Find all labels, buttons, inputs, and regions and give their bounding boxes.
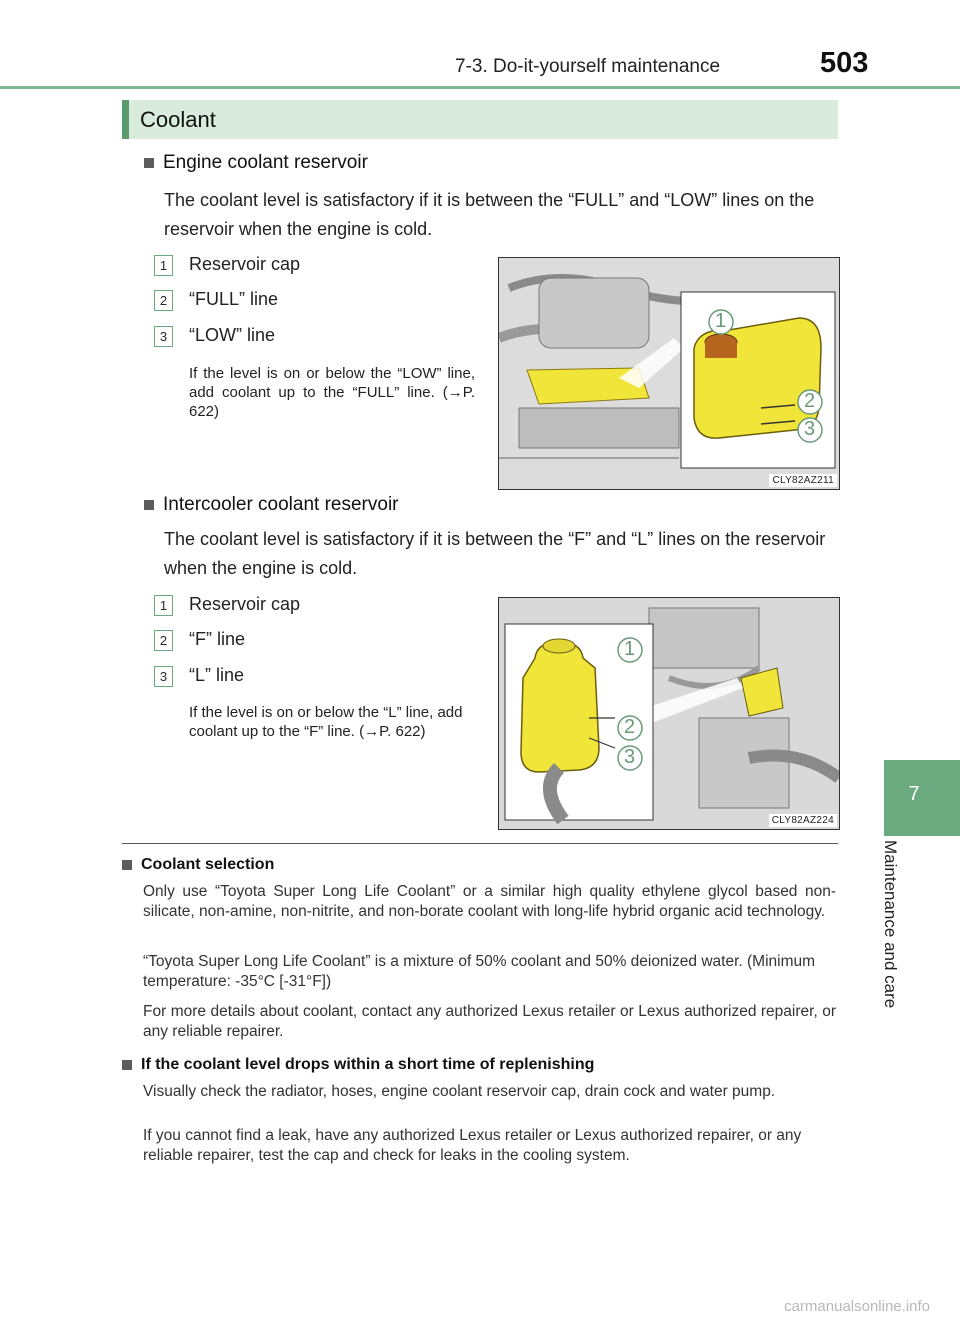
item-label: “FULL” line bbox=[189, 289, 279, 309]
watermark: carmanualsonline.info bbox=[784, 1298, 930, 1315]
figure-id: CLY82AZ211 bbox=[769, 474, 837, 487]
item-label: “F” line bbox=[189, 629, 246, 649]
figure-id: CLY82AZ224 bbox=[769, 814, 837, 827]
item-label: “L” line bbox=[189, 665, 245, 685]
callout-2: 2 bbox=[624, 716, 636, 738]
item-number: 1 bbox=[154, 255, 173, 276]
chapter-number: 7 bbox=[908, 783, 920, 805]
item-number: 1 bbox=[154, 595, 173, 616]
intercooler-illustration bbox=[499, 598, 839, 829]
header-section-title: 7-3. Do-it-yourself maintenance bbox=[455, 56, 721, 77]
section-accent bbox=[122, 100, 129, 139]
item-number: 3 bbox=[154, 666, 173, 687]
item-number: 2 bbox=[154, 630, 173, 651]
coolant-selection-p1: Only use “Toyota Super Long Life Coolant” or a similar high quality ethylene glycol based non-silicate, non-amine, non-nitrite, and non-borate coolant with long-life hybrid organic acid technology. bbox=[143, 883, 836, 920]
engine-reservoir-note: If the level is on or below the “LOW” line, add coolant up to the “FULL” line. (→P. 622) bbox=[189, 365, 475, 420]
intercooler-reservoir-note: If the level is on or below the “L” line, add coolant up to the “F” line. (→P. 622) bbox=[189, 704, 463, 740]
item-label: Reservoir cap bbox=[189, 594, 301, 614]
coolant-selection-heading: Coolant selection bbox=[122, 856, 274, 874]
section-title: Coolant bbox=[140, 107, 216, 132]
item-label: “LOW” line bbox=[189, 325, 276, 345]
square-bullet-icon bbox=[122, 860, 132, 870]
item-number: 3 bbox=[154, 326, 173, 347]
section-divider bbox=[122, 843, 838, 844]
engine-reservoir-figure bbox=[498, 257, 840, 490]
engine-bay-illustration bbox=[499, 258, 839, 489]
intercooler-reservoir-intro: The coolant level is satisfactory if it is between the “F” and “L” lines on the reservoir when the engine is cold. bbox=[164, 529, 826, 578]
callout-1: 1 bbox=[624, 638, 636, 660]
page-number: 503 bbox=[820, 47, 869, 79]
section-bar bbox=[122, 100, 838, 139]
callout-1: 1 bbox=[715, 310, 727, 332]
level-drops-heading: If the coolant level drops within a short time of replenishing bbox=[122, 1056, 594, 1074]
level-drops-p2: If you cannot find a leak, have any authorized Lexus retailer or Lexus authorized repairer, or any reliable repairer, test the cap and check for leaks in the cooling system. bbox=[143, 1127, 802, 1164]
intercooler-reservoir-figure bbox=[498, 597, 840, 830]
square-bullet-icon bbox=[144, 158, 154, 168]
square-bullet-icon bbox=[122, 1060, 132, 1070]
engine-reservoir-intro: The coolant level is satisfactory if it is between the “FULL” and “LOW” lines on the reservoir when the engine is cold. bbox=[164, 190, 815, 239]
item-label: Reservoir cap bbox=[189, 254, 301, 274]
level-drops-p1: Visually check the radiator, hoses, engine coolant reservoir cap, drain cock and water pump. bbox=[143, 1083, 776, 1100]
engine-reservoir-heading: Engine coolant reservoir bbox=[144, 152, 368, 174]
callout-3: 3 bbox=[624, 746, 636, 768]
header-rule bbox=[0, 86, 960, 89]
coolant-selection-p3: For more details about coolant, contact any authorized Lexus retailer or Lexus authorized repairer, or any reliable repairer. bbox=[143, 1003, 836, 1040]
chapter-title: Maintenance and care bbox=[881, 840, 900, 1009]
intercooler-reservoir-heading: Intercooler coolant reservoir bbox=[144, 494, 399, 516]
square-bullet-icon bbox=[144, 500, 154, 510]
item-number: 2 bbox=[154, 290, 173, 311]
coolant-selection-p2: “Toyota Super Long Life Coolant” is a mixture of 50% coolant and 50% deionized water. (Minimum temperature: -35°C [-31°F]) bbox=[143, 953, 816, 990]
callout-3: 3 bbox=[804, 418, 816, 440]
callout-2: 2 bbox=[804, 390, 816, 412]
